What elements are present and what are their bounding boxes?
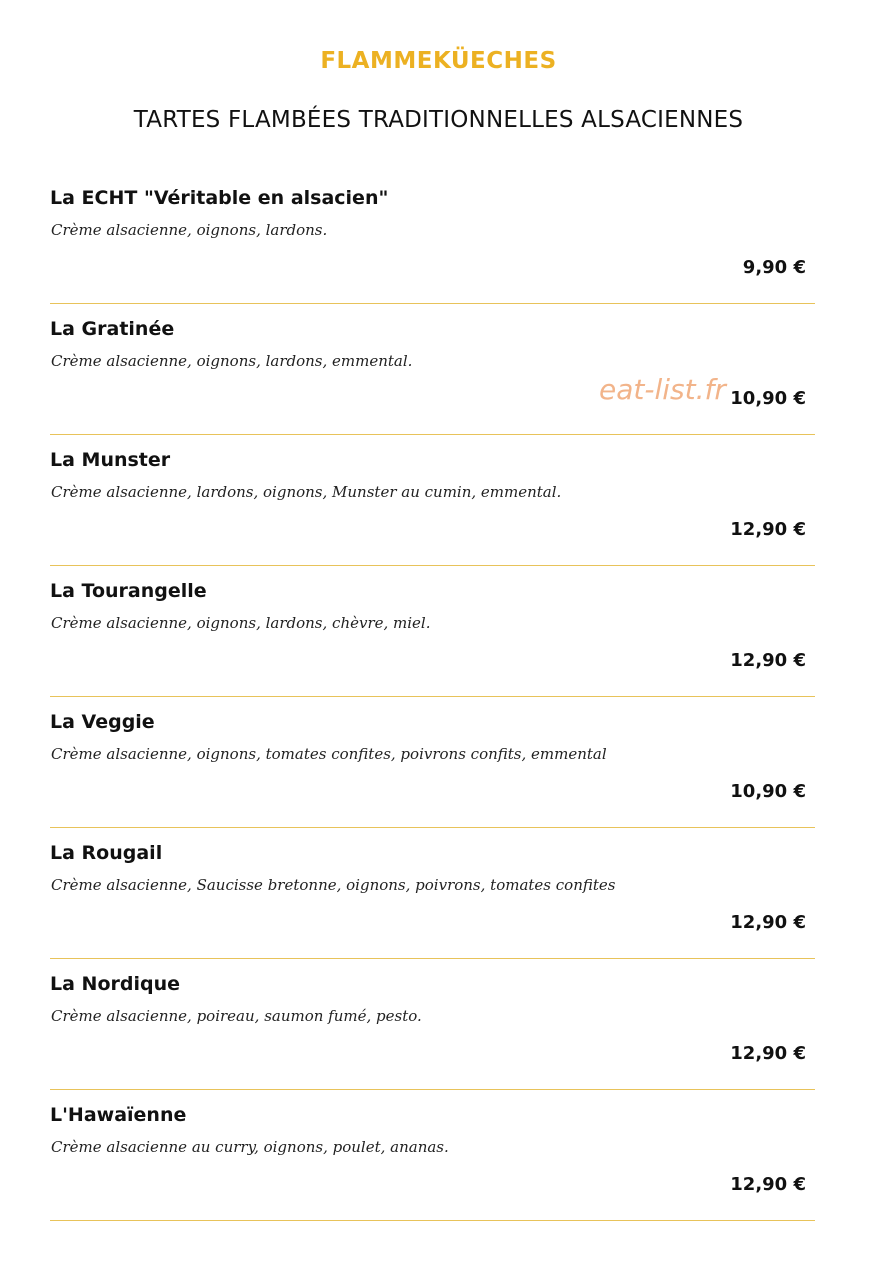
item-price: 9,90 € xyxy=(742,257,806,278)
item-description: Crème alsacienne, oignons, lardons. xyxy=(51,221,328,239)
menu-item xyxy=(50,173,815,304)
item-price: 12,90 € xyxy=(730,912,806,933)
item-name: L'Hawaïenne xyxy=(50,1104,187,1126)
item-description: Crème alsacienne, lardons, oignons, Munster au cumin, emmental. xyxy=(51,483,562,501)
menu-item xyxy=(50,566,815,697)
page-title: FLAMMEKÜECHES xyxy=(320,48,557,74)
menu-list xyxy=(50,173,815,1221)
menu-item xyxy=(50,304,815,435)
item-price: 12,90 € xyxy=(730,519,806,540)
menu-item xyxy=(50,435,815,566)
item-price: 10,90 € xyxy=(730,388,806,409)
item-name: La Rougail xyxy=(50,842,163,864)
item-name: La Veggie xyxy=(50,711,155,733)
menu-item xyxy=(50,1090,815,1221)
item-name: La Gratinée xyxy=(50,318,175,340)
item-name: La Munster xyxy=(50,449,171,471)
item-description: Crème alsacienne, oignons, lardons, chèvre, miel. xyxy=(51,614,431,632)
item-price: 10,90 € xyxy=(730,781,806,802)
item-name: La Nordique xyxy=(50,973,180,995)
item-price: 12,90 € xyxy=(730,1174,806,1195)
item-description: Crème alsacienne, oignons, lardons, emmental. xyxy=(51,352,413,370)
item-description: Crème alsacienne, oignons, tomates confites, poivrons confits, emmental xyxy=(51,745,607,763)
item-description: Crème alsacienne, Saucisse bretonne, oignons, poivrons, tomates confites xyxy=(51,876,616,894)
menu-item xyxy=(50,959,815,1090)
item-name: La Tourangelle xyxy=(50,580,207,602)
item-name: La ECHT "Véritable en alsacien" xyxy=(50,187,389,209)
item-description: Crème alsacienne au curry, oignons, poulet, ananas. xyxy=(51,1138,449,1156)
item-price: 12,90 € xyxy=(730,1043,806,1064)
menu-item xyxy=(50,697,815,828)
page-subtitle: TARTES FLAMBÉES TRADITIONNELLES ALSACIENNES xyxy=(133,107,744,133)
item-price: 12,90 € xyxy=(730,650,806,671)
item-description: Crème alsacienne, poireau, saumon fumé, pesto. xyxy=(51,1007,422,1025)
watermark: eat-list.fr xyxy=(599,373,726,406)
menu-item xyxy=(50,828,815,959)
